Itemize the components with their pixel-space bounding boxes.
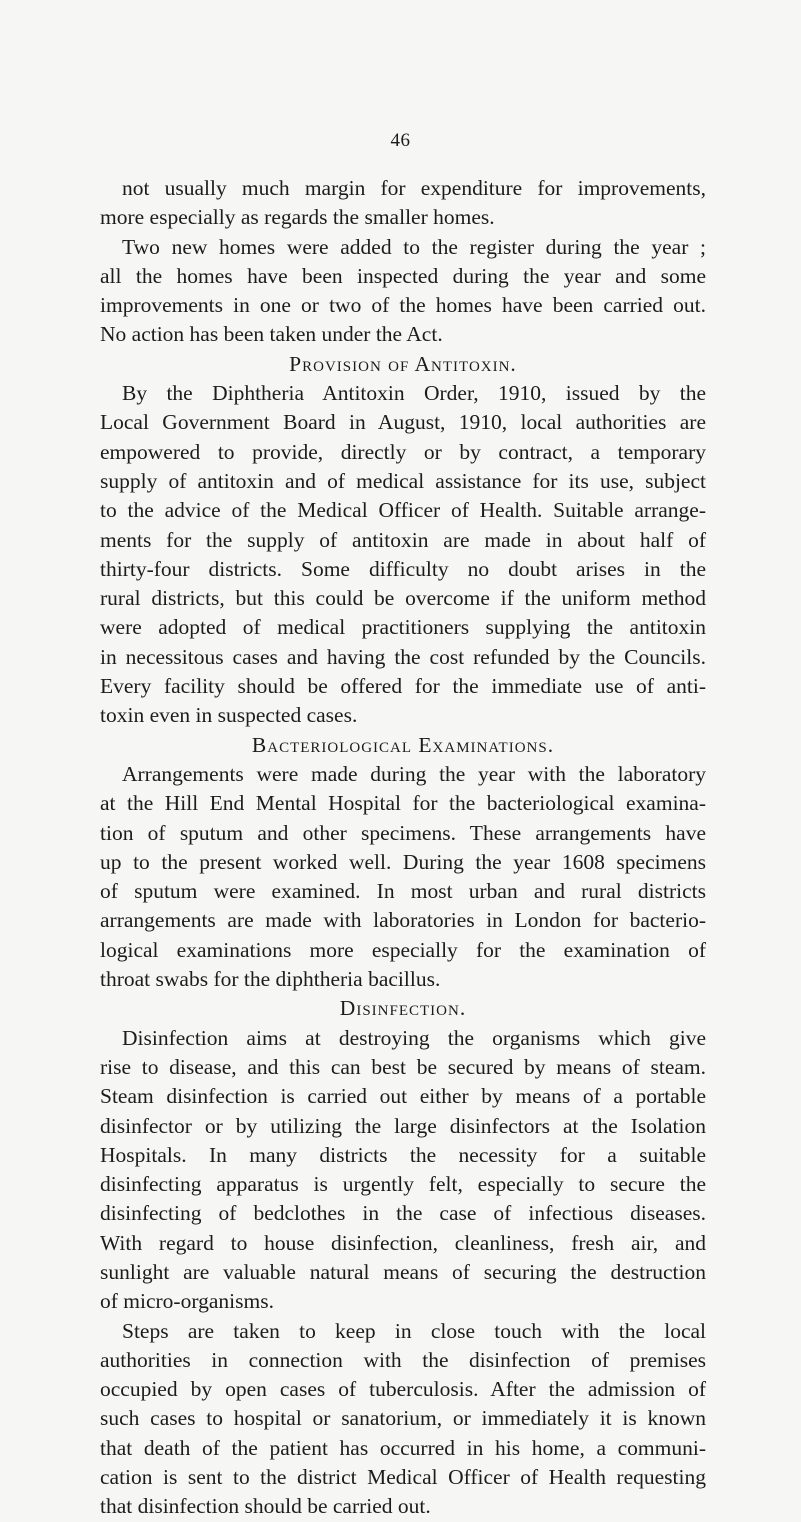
text-line: Arrangements were made during the year with the laboratory: [122, 761, 706, 786]
text-line: thirty-four districts. Some difficulty no doubt arises in the: [100, 556, 706, 581]
text-line: toxin even in suspected cases.: [100, 703, 358, 728]
page-body: [100, 174, 706, 1522]
text-line: of micro-organisms.: [100, 1289, 274, 1314]
section-heading: Disinfection.: [339, 996, 467, 1021]
text-line: ments for the supply of antitoxin are made in about half of: [100, 527, 706, 552]
text-line: more especially as regards the smaller homes.: [100, 205, 495, 230]
text-line: rural districts, but this could be overcome if the uniform method: [100, 586, 706, 611]
text-line: in necessitous cases and having the cost refunded by the Councils.: [100, 644, 706, 669]
paragraph: [100, 174, 706, 233]
text-line: occupied by open cases of tuberculosis. After the admission of: [100, 1377, 706, 1402]
text-line: not usually much margin for expenditure for improvements,: [122, 176, 706, 200]
paragraph: [100, 379, 706, 731]
text-line: Steam disinfection is carried out either by means of a portable: [100, 1084, 706, 1109]
text-line: logical examinations more especially for the examination of: [100, 937, 706, 962]
text-line: that death of the patient has occurred in his home, a communi-: [100, 1435, 706, 1460]
text-line: Steps are taken to keep in close touch with the local: [122, 1318, 706, 1343]
text-line: Local Government Board in August, 1910, local authorities are: [100, 410, 706, 435]
text-line: Hospitals. In many districts the necessity for a suitable: [100, 1142, 706, 1167]
text-line: disinfecting apparatus is urgently felt, especially to secure the: [100, 1172, 706, 1197]
text-line: Every facility should be offered for the immediate use of anti-: [100, 674, 706, 699]
text-line: were adopted of medical practitioners supplying the antitoxin: [100, 615, 706, 640]
text-line: empowered to provide, directly or by contract, a temporary: [100, 439, 706, 464]
text-line: Disinfection aims at destroying the organisms which give: [122, 1025, 706, 1050]
paragraph: [100, 233, 706, 350]
text-line: By the Diphtheria Antitoxin Order, 1910, issued by the: [122, 381, 706, 406]
section-heading: Provision of Antitoxin.: [289, 351, 517, 376]
text-line: arrangements are made with laboratories in London for bacterio-: [100, 908, 706, 933]
text-line: such cases to hospital or sanatorium, or immediately it is known: [100, 1406, 706, 1431]
section-heading: Bacteriological Examinations.: [251, 732, 555, 757]
text-line: of sputum were examined. In most urban and rural districts: [100, 879, 706, 904]
text-line: improvements in one or two of the homes have been carried out.: [100, 293, 706, 318]
text-line: that disinfection should be carried out.: [100, 1494, 431, 1519]
text-line: all the homes have been inspected during the year and some: [100, 263, 706, 288]
text-line: rise to disease, and this can best be secured by means of steam.: [100, 1054, 706, 1079]
text-line: up to the present worked well. During the year 1608 specimens: [100, 849, 706, 874]
text-line: at the Hill End Mental Hospital for the bacteriological examina-: [100, 791, 706, 816]
text-line: With regard to house disinfection, cleanliness, fresh air, and: [100, 1230, 706, 1255]
text-line: disinfector or by utilizing the large disinfectors at the Isolation: [100, 1113, 706, 1138]
text-line: disinfecting of bedclothes in the case of infectious diseases.: [100, 1201, 706, 1226]
text-line: authorities in connection with the disinfection of premises: [100, 1347, 706, 1372]
paragraph: [100, 760, 706, 994]
text-line: tion of sputum and other specimens. These arrangements have: [100, 820, 706, 845]
text-line: throat swabs for the diphtheria bacillus.: [100, 967, 441, 992]
text-line: sunlight are valuable natural means of securing the destruction: [100, 1259, 706, 1284]
page-number: 46: [390, 130, 411, 151]
paragraph: [100, 1024, 706, 1317]
text-line: supply of antitoxin and of medical assistance for its use, subject: [100, 468, 706, 493]
text-line: No action has been taken under the Act.: [100, 322, 443, 347]
text-line: Two new homes were added to the register during the year ;: [122, 234, 706, 259]
text-line: cation is sent to the district Medical Officer of Health requesting: [100, 1465, 706, 1490]
paragraph: [100, 1317, 706, 1522]
text-line: to the advice of the Medical Officer of Health. Suitable arrange-: [100, 498, 706, 523]
